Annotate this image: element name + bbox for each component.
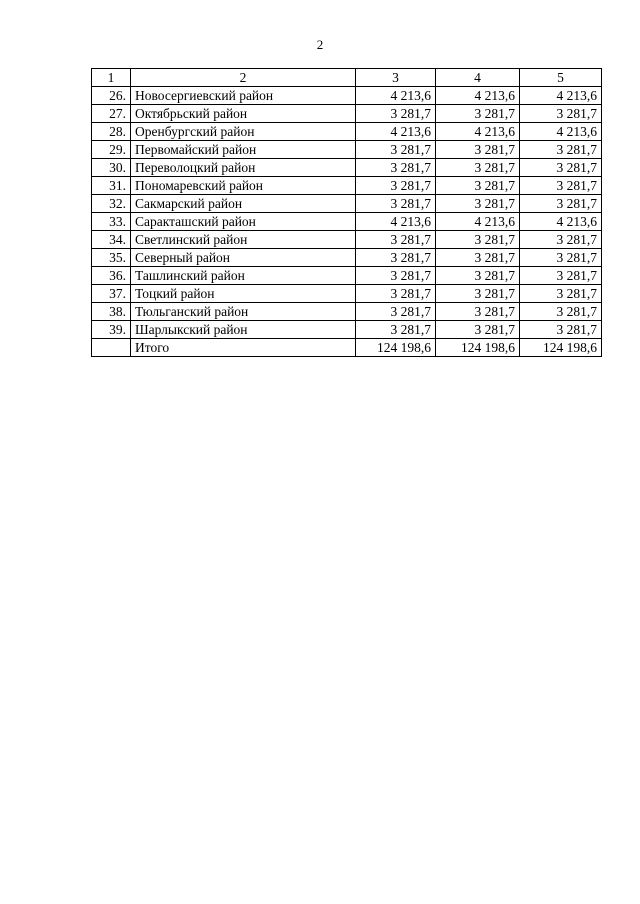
value-col-5: 3 281,7 — [520, 285, 602, 303]
value-col-5: 4 213,6 — [520, 87, 602, 105]
value-col-5: 3 281,7 — [520, 141, 602, 159]
value-col-4: 3 281,7 — [436, 159, 520, 177]
row-number: 33. — [92, 213, 131, 231]
value-col-4: 3 281,7 — [436, 249, 520, 267]
value-col-5: 3 281,7 — [520, 321, 602, 339]
row-number: 27. — [92, 105, 131, 123]
district-name: Пономаревский район — [131, 177, 356, 195]
table-row — [92, 195, 602, 213]
column-header-3: 3 — [356, 69, 436, 87]
table-row — [92, 321, 602, 339]
table-row — [92, 267, 602, 285]
value-col-3: 3 281,7 — [356, 159, 436, 177]
value-col-4: 3 281,7 — [436, 195, 520, 213]
district-name: Северный район — [131, 249, 356, 267]
column-header-5: 5 — [520, 69, 602, 87]
value-col-3: 3 281,7 — [356, 303, 436, 321]
value-col-3: 3 281,7 — [356, 249, 436, 267]
row-number: 35. — [92, 249, 131, 267]
district-name: Октябрьский район — [131, 105, 356, 123]
table-row — [92, 105, 602, 123]
row-number: 28. — [92, 123, 131, 141]
table-row — [92, 285, 602, 303]
value-col-5: 3 281,7 — [520, 159, 602, 177]
total-empty-cell — [92, 339, 131, 357]
value-col-4: 3 281,7 — [436, 231, 520, 249]
value-col-3: 3 281,7 — [356, 267, 436, 285]
value-col-3: 3 281,7 — [356, 195, 436, 213]
district-name: Саракташский район — [131, 213, 356, 231]
value-col-5: 3 281,7 — [520, 267, 602, 285]
table-row — [92, 213, 602, 231]
row-number: 39. — [92, 321, 131, 339]
value-col-5: 3 281,7 — [520, 249, 602, 267]
value-col-5: 3 281,7 — [520, 303, 602, 321]
table-row — [92, 249, 602, 267]
value-col-5: 3 281,7 — [520, 105, 602, 123]
column-header-4: 4 — [436, 69, 520, 87]
row-number: 30. — [92, 159, 131, 177]
table-row — [92, 303, 602, 321]
total-label: Итого — [131, 339, 356, 357]
value-col-4: 3 281,7 — [436, 267, 520, 285]
table-row — [92, 177, 602, 195]
table-row — [92, 141, 602, 159]
value-col-3: 3 281,7 — [356, 141, 436, 159]
row-number: 38. — [92, 303, 131, 321]
value-col-3: 3 281,7 — [356, 105, 436, 123]
value-col-4: 3 281,7 — [436, 285, 520, 303]
district-name: Новосергиевский район — [131, 87, 356, 105]
table-row — [92, 159, 602, 177]
value-col-3: 4 213,6 — [356, 213, 436, 231]
value-col-5: 3 281,7 — [520, 231, 602, 249]
row-number: 26. — [92, 87, 131, 105]
value-col-4: 4 213,6 — [436, 87, 520, 105]
row-number: 31. — [92, 177, 131, 195]
row-number: 29. — [92, 141, 131, 159]
value-col-3: 3 281,7 — [356, 177, 436, 195]
column-header-1: 1 — [92, 69, 131, 87]
district-name: Ташлинский район — [131, 267, 356, 285]
value-col-4: 3 281,7 — [436, 105, 520, 123]
total-col-3: 124 198,6 — [356, 339, 436, 357]
district-name: Первомайский район — [131, 141, 356, 159]
value-col-4: 3 281,7 — [436, 177, 520, 195]
total-col-5: 124 198,6 — [520, 339, 602, 357]
district-name: Светлинский район — [131, 231, 356, 249]
column-header-2: 2 — [131, 69, 356, 87]
table-row — [92, 87, 602, 105]
row-number: 32. — [92, 195, 131, 213]
value-col-3: 4 213,6 — [356, 87, 436, 105]
row-number: 37. — [92, 285, 131, 303]
value-col-5: 3 281,7 — [520, 177, 602, 195]
total-row — [92, 339, 602, 357]
district-name: Сакмарский район — [131, 195, 356, 213]
value-col-4: 4 213,6 — [436, 123, 520, 141]
value-col-4: 3 281,7 — [436, 303, 520, 321]
allocation-table — [91, 68, 602, 357]
district-name: Тюльганский район — [131, 303, 356, 321]
table-header-row — [92, 69, 602, 87]
value-col-3: 3 281,7 — [356, 285, 436, 303]
value-col-4: 4 213,6 — [436, 213, 520, 231]
table-body — [92, 69, 602, 357]
row-number: 36. — [92, 267, 131, 285]
value-col-3: 3 281,7 — [356, 231, 436, 249]
value-col-5: 4 213,6 — [520, 123, 602, 141]
district-name: Переволоцкий район — [131, 159, 356, 177]
value-col-4: 3 281,7 — [436, 321, 520, 339]
value-col-3: 3 281,7 — [356, 321, 436, 339]
district-name: Шарлыкский район — [131, 321, 356, 339]
table-row — [92, 123, 602, 141]
value-col-4: 3 281,7 — [436, 141, 520, 159]
table-row — [92, 231, 602, 249]
district-name: Оренбургский район — [131, 123, 356, 141]
total-col-4: 124 198,6 — [436, 339, 520, 357]
district-name: Тоцкий район — [131, 285, 356, 303]
page-number: 2 — [316, 37, 324, 52]
value-col-5: 3 281,7 — [520, 195, 602, 213]
value-col-3: 4 213,6 — [356, 123, 436, 141]
row-number: 34. — [92, 231, 131, 249]
value-col-5: 4 213,6 — [520, 213, 602, 231]
